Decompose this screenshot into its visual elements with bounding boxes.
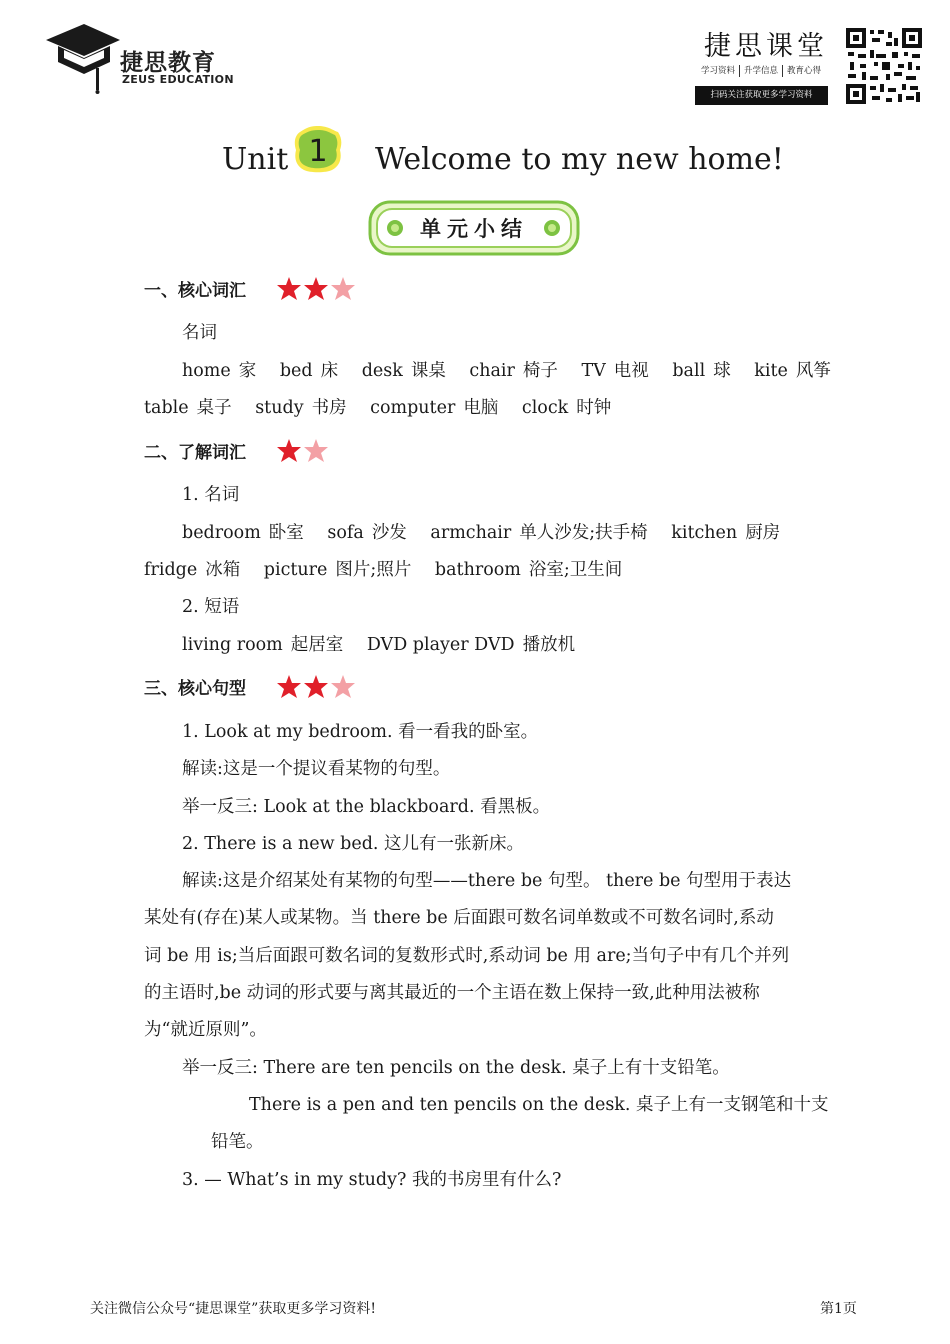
phrase-item: DVD player DVD 播放机	[366, 635, 576, 655]
page-number: 第1页	[820, 1301, 857, 1317]
vocab-item: computer 电脑	[370, 398, 499, 418]
vocab-item: armchair 单人沙发;扶手椅	[430, 523, 648, 543]
brand-tag: 学习资料	[697, 65, 740, 77]
explanation-line: 词 be 用 is;当后面跟可数名词的复数形式时,系动词 be 用 are;当句子中有几个并列	[144, 946, 790, 966]
sentence-line: 2. There is a new bed. 这儿有一张新床。	[182, 834, 525, 854]
vocab-item: bedroom 卧室	[182, 523, 304, 543]
banner-text: 单元小结	[420, 217, 528, 241]
vocab-item: chair 椅子	[469, 361, 558, 381]
brand-name: 捷思课堂	[704, 31, 828, 62]
example-line: There is a pen and ten pencils on the desk. 桌子上有一支钢笔和十支	[249, 1095, 829, 1115]
phrase-row	[182, 633, 593, 657]
unit-title: Welcome to my new home!	[375, 142, 784, 177]
vocab-item: fridge 冰箱	[144, 560, 241, 580]
explanation-line: 解读:这是一个提议看某物的句型。	[182, 759, 451, 779]
example-line: 举一反三: Look at the blackboard. 看黑板。	[182, 797, 551, 817]
example-line: 举一反三: There are ten pencils on the desk. 桌子上有十支铅笔。	[182, 1058, 730, 1078]
vocab-row	[182, 521, 798, 545]
logo-chinese-name: 捷思教育	[120, 50, 216, 76]
vocab-item: table 桌子	[144, 398, 232, 418]
brand-tag: 教育心得	[787, 66, 822, 76]
unit-label: Unit	[222, 142, 289, 177]
section-heading-core-sentences: 三、核心句型	[144, 679, 246, 699]
vocab-item: picture 图片;照片	[263, 560, 412, 580]
difficulty-stars-icon	[276, 674, 358, 700]
example-line: 铅笔。	[211, 1132, 264, 1152]
subheading-nouns: 名词	[182, 323, 217, 343]
difficulty-stars-icon	[276, 276, 358, 302]
vocab-item: sofa 沙发	[327, 523, 407, 543]
phrase-item: living room 起居室	[182, 635, 344, 655]
vocab-item: TV 电视	[581, 361, 649, 381]
vocab-item: home 家	[182, 361, 257, 381]
explanation-line: 的主语时,be 动词的形式要与离其最近的一个主语在数上保持一致,此种用法被称	[144, 983, 760, 1003]
section-heading-understand-vocab: 二、了解词汇	[144, 443, 246, 463]
unit-number: 1	[308, 134, 328, 169]
graduation-cap-icon	[46, 24, 120, 94]
section-heading-core-vocab: 一、核心词汇	[144, 281, 246, 301]
vocab-item: bed 床	[279, 361, 339, 381]
brand-scan-bar: 扫码关注获取更多学习资料	[695, 86, 828, 105]
subheading-nouns: 1. 名词	[182, 485, 240, 505]
sentence-line: 3. — What’s in my study? 我的书房里有什么?	[182, 1170, 562, 1190]
vocab-item: desk 课桌	[361, 361, 446, 381]
vocab-item: study 书房	[255, 398, 347, 418]
explanation-line: 某处有(存在)某人或某物。当 there be 后面跟可数名词单数或不可数名词时,系动	[144, 908, 774, 928]
footer-note: 关注微信公众号“捷思课堂”获取更多学习资料!	[90, 1301, 376, 1317]
logo-english-name: ZEUS EDUCATION	[122, 73, 234, 86]
unit-number-badge	[292, 124, 344, 174]
explanation-line: 解读:这是介绍某处有某物的句型——there be 句型。 there be 句型用于表达	[182, 871, 792, 891]
vocab-item: bathroom 浴室;卫生间	[434, 560, 623, 580]
explanation-line: 为“就近原则”。	[144, 1020, 267, 1040]
sentence-line: 1. Look at my bedroom. 看一看我的卧室。	[182, 722, 539, 742]
qr-code-icon	[846, 28, 922, 104]
difficulty-stars-icon	[276, 438, 332, 464]
subheading-phrases: 2. 短语	[182, 597, 240, 617]
brand-tag: 升学信息	[740, 65, 783, 77]
vocab-row	[144, 396, 629, 420]
vocab-row	[144, 558, 640, 582]
vocab-item: clock 时钟	[521, 398, 612, 418]
vocab-item: kitchen 厨房	[671, 523, 781, 543]
vocab-item: kite 风筝	[754, 361, 831, 381]
vocab-row	[182, 359, 849, 383]
vocab-item: ball 球	[672, 361, 731, 381]
brand-tags	[697, 65, 825, 77]
unit-summary-banner	[368, 200, 580, 256]
